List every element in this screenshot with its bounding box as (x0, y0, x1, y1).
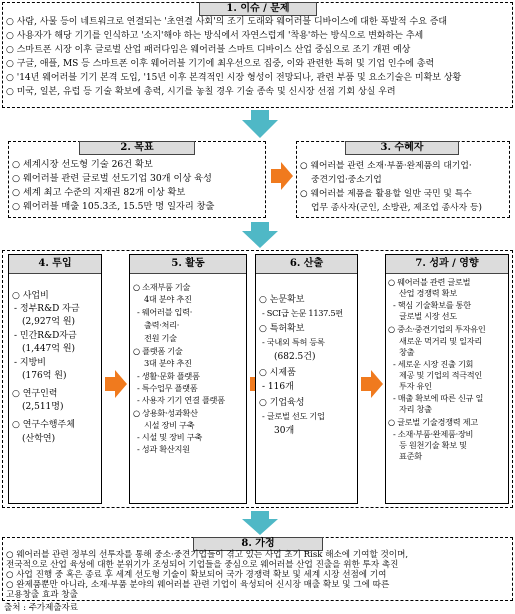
outcome-line-3: - 핵심 기술확보를 통한 (393, 300, 471, 310)
output-line-10: 30개 (274, 426, 295, 436)
outcome-line-9: 제공 및 기업의 적극적인 (399, 370, 482, 380)
outcome-line-13: ○ 글로벌 기술경쟁력 제고 (388, 417, 478, 427)
activity-line-14: - 성과 확산지원 (137, 444, 190, 454)
assumption-line-1: ○ 웨어러블 관련 정부의 선투자를 통해 중소·중견기업들이 겪고 있는 사업 초기 Risk 해소에 기여할 것이며, (6, 550, 409, 560)
activity-line-2: 4대 분야 추진 (144, 294, 192, 304)
activity-line-6: ○ 플랫폼 기술 (133, 346, 183, 356)
outcome-line-6: 새로운 먹거리 및 일자리 (399, 336, 482, 346)
down-arrow-icon (242, 511, 278, 535)
issue-item-1: ○ 사람, 사물 등이 네트워크로 연결되는 '초연결 사회'의 조기 도래와 웨어러블 디바이스에 대한 폭발적 수요 증대 (6, 17, 448, 27)
right-arrow-icon (361, 370, 383, 398)
activity-line-1: ○ 소재부품 기술 (133, 282, 191, 292)
output-line-9: - 글로벌 선도 기업 (262, 411, 325, 421)
output-box (255, 254, 358, 504)
right-arrow-icon (271, 162, 293, 190)
beneficiary-item-2: ○ 웨어러블 제품을 활용할 일반 국민 및 특수 (300, 189, 472, 199)
output-line-5: (682.5건) (274, 352, 316, 362)
input-line-7: (176억 원) (22, 371, 67, 381)
output-line-1: ○ 논문확보 (259, 295, 305, 305)
activity-line-9: - 특수업무 플랫폼 (137, 383, 198, 393)
activity-line-10: - 사용자 기기 연결 플랫폼 (137, 395, 225, 405)
assumption-line-5: 고용창출 효과 창출 (6, 590, 78, 600)
goal-item-3: ○ 세계 최고 수준의 지재권 82개 이상 확보 (12, 187, 186, 198)
issue-item-2: ○ 사용자가 해당 기기를 인식하고 '소지'해야 하는 방식에서 자연스럽게 '착용'하는 방식으로 변화하는 추세 (6, 31, 424, 41)
input-title: 4. 투입 (9, 255, 101, 274)
assumption-title: 8. 가정 (193, 537, 323, 551)
goal-item-2: ○ 웨어러블 관련 글로벌 선도기업 30개 이상 육성 (12, 173, 212, 184)
input-line-9: (2,511명) (22, 402, 64, 412)
outcome-line-11: - 매출 확보에 따른 신규 일 (393, 393, 484, 403)
outcome-line-1: ○ 웨어러블 관련 글로벌 (388, 277, 471, 287)
beneficiary-item-2-cont: 업무 종사자(군인, 소방관, 제조업 종사자 등) (311, 203, 482, 213)
output-line-2: - SCI급 논문 1137.5편 (262, 308, 343, 318)
activity-line-13: - 시설 및 장비 구축 (137, 432, 202, 442)
output-line-7: - 116개 (262, 382, 294, 392)
output-line-3: ○ 특허확보 (259, 324, 305, 334)
outcome-line-4: 글로벌 시장 선도 (399, 311, 457, 321)
beneficiary-item-1-cont: 중견기업·중소기업 (311, 175, 382, 185)
input-line-1: ○ 사업비 (12, 291, 49, 301)
issue-item-4: ○ 구글, 애플, MS 등 스마트폰 이후 웨어러블 기기에 최우선으로 집중, 이와 관련한 특허 및 기업 인수에 총력 (6, 59, 435, 69)
activity-line-3: - 웨어러블 입력· (137, 307, 193, 317)
outcome-line-15: 등 원천기술 확보 및 (399, 440, 467, 450)
output-line-6: ○ 시제품 (259, 368, 296, 378)
input-line-4: - 민간R&D자금 (14, 331, 77, 341)
beneficiary-title: 3. 수혜자 (345, 141, 459, 155)
assumption-line-3: ○ 사업 진행 중 혹은 종료 후 세계 선도형 기술이 확보되어 국가 경쟁력 확보 및 세계 시장 선점에 기여 (6, 570, 387, 580)
issue-item-3: ○ 스마트폰 시장 이후 글로벌 산업 패러다임은 웨어러블 스마트 디바이스 산업 중심으로 조기 개편 예상 (6, 45, 411, 55)
source-note: 출처 : 주가제출자료 (4, 603, 78, 613)
down-arrow-icon (242, 110, 278, 138)
activity-title: 5. 활동 (130, 255, 246, 274)
activity-line-11: ○ 상용화·성과확산 (133, 408, 198, 418)
input-line-5: (1,447억 원) (22, 344, 76, 354)
input-line-10: ○ 연구수행주체 (12, 420, 75, 430)
outcome-line-14: - 소재·부품·완제품·장비 (393, 429, 474, 439)
output-line-4: - 국내외 특허 등록 (262, 337, 325, 347)
activity-line-4: 출력·처리· (144, 320, 180, 330)
issue-item-5: ○ '14년 웨어러블 기기 본격 도입, '15년 이후 본격적인 시장 형성이 전망되나, 관련 부품 및 요소기술은 미확보 상황 (6, 73, 462, 83)
outcome-line-2: 산업 경쟁력 확보 (399, 288, 457, 298)
outcome-line-7: 창출 (399, 347, 415, 357)
assumption-line-4: ○ 완제품뿐만 아니라, 소재·부품 분야의 웨어러블 관련 기업이 육성되어 신시장 매출 확보 및 그에 따른 (6, 580, 390, 590)
outcome-line-8: - 세로운 시장 진출 기회 (393, 359, 474, 369)
input-line-11: (산학연) (22, 434, 56, 444)
goal-item-4: ○ 웨어러블 매출 105.3조, 15.5만 명 일자리 창출 (12, 201, 215, 212)
activity-line-8: - 생활·문화 플랫폼 (137, 371, 200, 381)
output-title: 6. 산출 (256, 255, 357, 274)
outcome-line-5: ○ 중소·중견기업의 투자유인 (388, 324, 486, 334)
beneficiary-item-1: ○ 웨어러블 관련 소재·부품·완제품의 대기업· (300, 161, 472, 171)
input-line-8: ○ 연구인력 (12, 389, 58, 399)
input-line-6: - 지방비 (14, 358, 46, 368)
input-line-2: - 정부R&D 자금 (14, 304, 80, 314)
activity-line-5: 전원 기술 (144, 333, 177, 343)
outcome-line-16: 표준화 (399, 451, 422, 461)
activity-line-12: 시설 장비 구축 (144, 420, 195, 430)
output-line-8: ○ 기업육성 (259, 398, 305, 408)
goal-item-1: ○ 세계시장 선도형 기술 26건 확보 (12, 159, 153, 170)
outcome-line-10: 투자 유인 (399, 381, 432, 391)
activity-line-7: 3대 분야 추진 (144, 358, 192, 368)
outcome-line-12: 자리 창출 (399, 404, 432, 414)
assumption-line-2: 전국적으로 산업 육성에 대한 분위기가 조성되어 기업들을 중심으로 웨어러블 산업 진출을 위한 투자 촉진 (6, 560, 399, 570)
issue-item-6: ○ 미국, 일본, 유럽 등 기술 확보에 총력, 시기를 놓칠 경우 기술 종속 및 신시장 선점 기회 상실 우려 (6, 87, 396, 97)
outcome-title: 7. 성과 / 영향 (386, 255, 508, 274)
right-arrow-icon (105, 370, 127, 398)
input-line-3: (2,927억 원) (22, 317, 76, 327)
issue-title: 1. 이슈 / 문제 (199, 2, 317, 16)
down-arrow-icon (242, 222, 278, 248)
goal-title: 2. 목표 (79, 141, 195, 155)
